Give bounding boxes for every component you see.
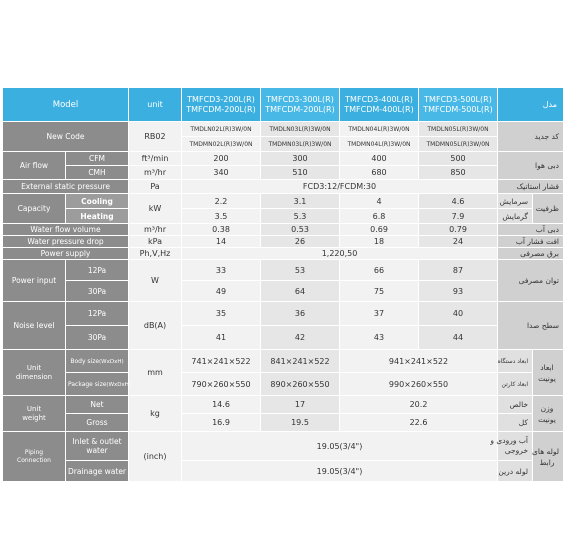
heating-value: 6.8 xyxy=(340,209,418,223)
capacity-cooling-row xyxy=(3,194,563,208)
water-flow-value: 0.53 xyxy=(261,224,339,235)
net-label: Net xyxy=(66,396,128,413)
esp-label: External static pressure xyxy=(3,180,128,193)
cfm-value: 400 xyxy=(340,152,418,165)
cfm-label: CFM xyxy=(66,152,128,165)
dimension-label xyxy=(3,350,65,395)
package-size-text: Package size xyxy=(68,380,107,388)
weight-label-line1: Unit xyxy=(26,404,42,413)
new-code-fa: کد جدید xyxy=(498,122,563,151)
body-size-value: 841×241×522 xyxy=(261,350,339,372)
dimension-label-line2: dimension xyxy=(15,372,53,381)
air-flow-cfm-row xyxy=(3,152,563,165)
power-input-12pa-row xyxy=(3,260,563,280)
cfm-value: 500 xyxy=(419,152,497,165)
piping-fa-line1: لوله های xyxy=(532,446,560,456)
body-size-label xyxy=(66,350,128,372)
dimension-label-line1: Unit xyxy=(26,363,42,372)
noise-12pa-row xyxy=(3,302,563,325)
inlet-outlet-line1: Inlet & outlet xyxy=(72,437,122,446)
power-input-12pa-value: 33 xyxy=(182,260,260,280)
water-pressure-label: Water pressure drop xyxy=(3,236,128,247)
cmh-value: 340 xyxy=(182,166,260,179)
package-size-label xyxy=(66,373,132,395)
noise-12pa-value: 37 xyxy=(340,302,418,325)
water-pressure-value: 24 xyxy=(419,236,497,247)
power-supply-row xyxy=(3,248,563,259)
gross-value: 16.9 xyxy=(182,414,260,431)
cooling-value: 3.1 xyxy=(261,194,339,208)
body-size-small: (WxDxH) xyxy=(99,358,124,365)
weight-fa xyxy=(533,396,563,431)
new-code-cell: TMDLN03L(R)3W/0N xyxy=(261,122,339,136)
cfm-value: 300 xyxy=(261,152,339,165)
new-code-cell: TMDMN05L(R)3W/0N xyxy=(419,137,497,151)
noise-30pa-row xyxy=(3,326,563,349)
body-size-value: 941×241×522 xyxy=(340,350,497,372)
weight-fa-line1: وزن xyxy=(540,403,554,413)
new-code-cell: TMDMN03L(R)3W/0N xyxy=(261,137,339,151)
drainage-row xyxy=(3,461,563,481)
package-size-small: (WxDxH) xyxy=(106,381,132,388)
body-size-text: Body size xyxy=(70,357,100,365)
weight-fa-line2: یونیت xyxy=(538,414,556,424)
dimension-unit: mm xyxy=(129,350,181,395)
model-400-line1: TMFCD3-400L(R) xyxy=(345,94,413,104)
water-flow-row xyxy=(3,224,563,235)
esp-value: FCD3:12/FCDM:30 xyxy=(182,180,497,193)
esp-fa: فشار استاتیک xyxy=(498,180,563,193)
water-flow-label: Water flow volume xyxy=(3,224,128,235)
model-200-header xyxy=(182,88,260,121)
dimension-fa-line2: یونیت xyxy=(538,373,556,383)
power-input-label: Power input xyxy=(3,260,65,301)
cooling-fa: سرمایش xyxy=(498,194,532,208)
piping-label xyxy=(3,432,65,481)
noise-30pa-value: 41 xyxy=(182,326,260,349)
inlet-outlet-fa xyxy=(490,432,532,460)
piping-fa-line2: رابط xyxy=(539,457,555,467)
net-value: 14.6 xyxy=(182,396,260,413)
new-code-cell: TMDLN04L(R)3W/0N xyxy=(340,122,418,136)
unit-header: unit xyxy=(129,88,181,121)
cmh-value: 850 xyxy=(419,166,497,179)
gross-fa: کل xyxy=(498,414,532,431)
noise-30pa-value: 42 xyxy=(261,326,339,349)
inlet-outlet-fa-line2: خروجی xyxy=(504,446,528,455)
power-input-30pa-label: 30Pa xyxy=(66,281,128,301)
power-input-30pa-value: 64 xyxy=(261,281,339,301)
model-200-line2: TMFCDM-200L(R) xyxy=(186,104,256,114)
net-value: 17 xyxy=(261,396,339,413)
inlet-outlet-label xyxy=(66,432,128,460)
cmh-value: 510 xyxy=(261,166,339,179)
heating-fa: گرمایش xyxy=(498,209,532,223)
cmh-label: CMH xyxy=(66,166,128,179)
water-pressure-fa: افت فشار آب xyxy=(498,236,563,247)
package-size-value: 790×260×550 xyxy=(182,373,260,395)
new-code-row-1 xyxy=(3,122,563,136)
power-input-fa: توان مصرفی xyxy=(498,260,563,301)
power-input-unit: W xyxy=(129,260,181,301)
air-flow-cmh-row xyxy=(3,166,563,179)
spec-grid xyxy=(2,87,564,482)
piping-label-line2: Connection xyxy=(17,456,51,464)
power-supply-unit: Ph,V,Hz xyxy=(129,248,181,259)
power-input-12pa-value: 53 xyxy=(261,260,339,280)
noise-12pa-value: 35 xyxy=(182,302,260,325)
header-row xyxy=(3,88,563,121)
dimension-fa-line1: ابعاد xyxy=(540,362,554,372)
inlet-outlet-value: 19.05(3/4") xyxy=(182,432,497,460)
weight-unit: kg xyxy=(129,396,181,431)
water-flow-value: 0.79 xyxy=(419,224,497,235)
noise-30pa-value: 43 xyxy=(340,326,418,349)
piping-fa xyxy=(533,432,563,481)
water-flow-unit: m³/hr xyxy=(129,224,181,235)
piping-unit: (inch) xyxy=(129,432,181,481)
model-500-header xyxy=(419,88,497,121)
noise-12pa-value: 36 xyxy=(261,302,339,325)
body-size-value: 741×241×522 xyxy=(182,350,260,372)
capacity-label: Capacity xyxy=(3,194,65,223)
drainage-value: 19.05(3/4") xyxy=(182,461,497,481)
noise-30pa-label: 30Pa xyxy=(66,326,128,349)
esp-unit: Pa xyxy=(129,180,181,193)
power-input-12pa-value: 66 xyxy=(340,260,418,280)
power-supply-label: Power supply xyxy=(3,248,128,259)
noise-unit: dB(A) xyxy=(129,302,181,349)
spec-table xyxy=(2,87,560,482)
body-size-row xyxy=(3,350,563,372)
water-pressure-value: 26 xyxy=(261,236,339,247)
inlet-outlet-row xyxy=(3,432,563,460)
power-input-30pa-value: 49 xyxy=(182,281,260,301)
drainage-fa: لوله درین xyxy=(498,461,532,481)
model-500-line2: TMFCDM-500L(R) xyxy=(423,104,493,114)
model-300-header xyxy=(261,88,339,121)
heating-value: 3.5 xyxy=(182,209,260,223)
net-weight-row xyxy=(3,396,563,413)
weight-label-line2: weight xyxy=(22,413,46,422)
noise-12pa-label: 12Pa xyxy=(66,302,128,325)
dimension-fa xyxy=(533,350,563,395)
heating-value: 7.9 xyxy=(419,209,497,223)
capacity-fa: ظرفیت xyxy=(533,194,563,223)
noise-label: Noise level xyxy=(3,302,65,349)
cooling-value: 4 xyxy=(340,194,418,208)
water-flow-fa: دبی آب xyxy=(498,224,563,235)
heating-label: Heating xyxy=(66,209,128,223)
model-300-line2: TMFCDM-200L(R) xyxy=(265,104,335,114)
heating-value: 5.3 xyxy=(261,209,339,223)
air-flow-fa: دبی هوا xyxy=(498,152,563,179)
power-input-30pa-value: 93 xyxy=(419,281,497,301)
model-400-line2: TMFCDM-400L(R) xyxy=(344,104,414,114)
power-input-30pa-row xyxy=(3,281,563,301)
power-supply-value: 1,220,50 xyxy=(182,248,497,259)
model-header: Model xyxy=(3,88,128,121)
water-pressure-value: 18 xyxy=(340,236,418,247)
cfm-unit: ft³/min xyxy=(129,152,181,165)
drainage-label: Drainage water xyxy=(66,461,128,481)
power-supply-fa: برق مصرفی xyxy=(498,248,563,259)
net-fa: خالص xyxy=(498,396,532,413)
piping-label-line1: Piping xyxy=(24,448,44,456)
model-header-fa: مدل xyxy=(498,88,563,121)
water-pressure-row xyxy=(3,236,563,247)
model-500-line1: TMFCD3-500L(R) xyxy=(424,94,492,104)
cfm-value: 200 xyxy=(182,152,260,165)
new-code-cell: TMDMN02L(R)3W/0N xyxy=(182,137,260,151)
water-flow-value: 0.69 xyxy=(340,224,418,235)
power-input-12pa-label: 12Pa xyxy=(66,260,128,280)
noise-30pa-value: 44 xyxy=(419,326,497,349)
gross-label: Gross xyxy=(66,414,128,431)
model-400-header xyxy=(340,88,418,121)
new-code-label: New Code xyxy=(3,122,128,151)
capacity-unit: kW xyxy=(129,194,181,223)
model-300-line1: TMFCD3-300L(R) xyxy=(266,94,334,104)
weight-label xyxy=(3,396,65,431)
new-code-cell: TMDLN02L(R)3W/0N xyxy=(182,122,260,136)
esp-row xyxy=(3,180,563,193)
inlet-outlet-fa-line1: آب ورودی و xyxy=(490,436,528,445)
air-flow-label: Air flow xyxy=(3,152,65,179)
cooling-label: Cooling xyxy=(66,194,128,208)
water-pressure-value: 14 xyxy=(182,236,260,247)
package-size-value: 990×260×550 xyxy=(340,373,497,395)
noise-12pa-value: 40 xyxy=(419,302,497,325)
cooling-value: 4.6 xyxy=(419,194,497,208)
body-size-fa: ابعاد دستگاه xyxy=(498,350,532,372)
package-size-value: 890×260×550 xyxy=(261,373,339,395)
inlet-outlet-line2: water xyxy=(86,446,108,455)
package-size-fa: ابعاد کارتن xyxy=(498,373,532,395)
gross-value: 19.5 xyxy=(261,414,339,431)
new-code-unit: RB02 xyxy=(129,122,181,151)
cmh-unit: m³/hr xyxy=(129,166,181,179)
water-flow-value: 0.38 xyxy=(182,224,260,235)
model-200-line1: TMFCD3-200L(R) xyxy=(187,94,255,104)
new-code-cell: TMDMN04L(R)3W/0N xyxy=(340,137,418,151)
noise-fa: سطح صدا xyxy=(498,302,563,349)
net-value: 20.2 xyxy=(340,396,497,413)
capacity-heating-row xyxy=(3,209,563,223)
cooling-value: 2.2 xyxy=(182,194,260,208)
new-code-cell: TMDLN05L(R)3W/0N xyxy=(419,122,497,136)
power-input-12pa-value: 87 xyxy=(419,260,497,280)
package-size-row xyxy=(3,373,563,395)
cmh-value: 680 xyxy=(340,166,418,179)
gross-value: 22.6 xyxy=(340,414,497,431)
water-pressure-unit: kPa xyxy=(129,236,181,247)
gross-weight-row xyxy=(3,414,563,431)
power-input-30pa-value: 75 xyxy=(340,281,418,301)
